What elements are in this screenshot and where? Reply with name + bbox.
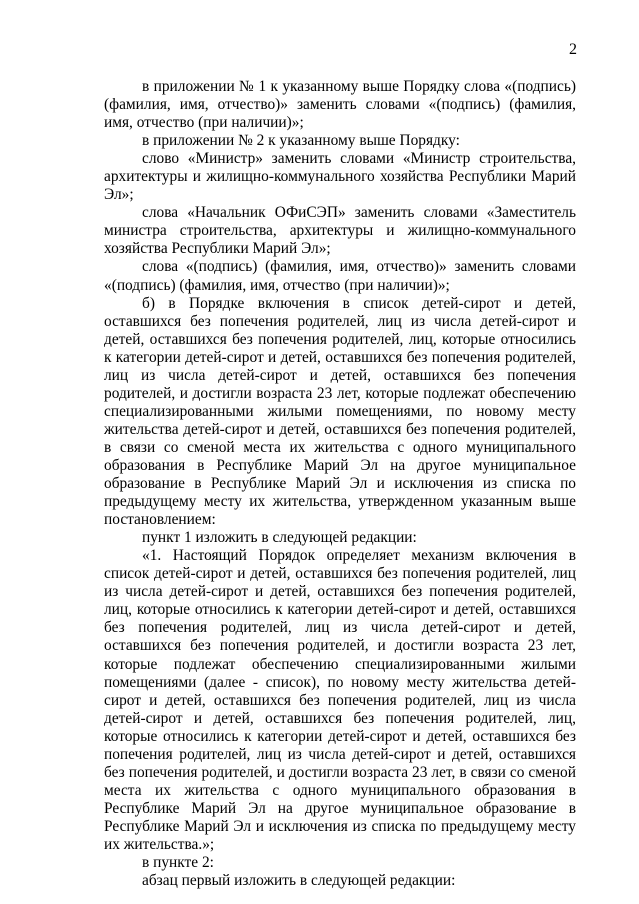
- paragraph-minister-word: слово «Министр» заменить словами «Министр строительства, архитектуры и жилищно-коммунального хозяйства Республики Марий Эл»;: [104, 150, 576, 204]
- paragraph-first-abzac: абзац первый изложить в следующей редакции:: [142, 872, 456, 890]
- paragraph-signature-words: слова «(подпись) (фамилия, имя, отчество)» заменить словами «(подпись) (фамилия, имя, отчество (при наличии)»;: [104, 258, 576, 294]
- paragraph-point-1-intro: пункт 1 изложить в следующей редакции:: [142, 529, 417, 547]
- page-number: 2: [569, 41, 577, 58]
- paragraph-point-2-intro: в пункте 2:: [142, 854, 214, 872]
- paragraph-item-b: б) в Порядке включения в список детей-сирот и детей, оставшихся без попечения родителей, лиц из числа детей-сирот и детей, оставшихся без попечения родителей, лиц, которые относились к категории детей-сирот и детей, оставшихся без попечения родителей, лиц из числа детей-сирот и детей, оставшихся без попечения родителей, и достигли возраста 23 лет, которые подлежат обеспечению специализированными жилыми помещениями, по новому месту жительства детей-сирот и детей, оставшихся без попечения родителей, в связи со сменой места их жительства с одного муниципального образования в Республике Марий Эл на другое муниципальное образование в Республике Марий Эл и исключения из списка по предыдущему месту их жительства, утвержденном указанным выше постановлением:: [104, 294, 576, 529]
- document-body: [104, 78, 576, 890]
- paragraph-point-1-text: «1. Настоящий Порядок определяет механизм включения в список детей-сирот и детей, оставшихся без попечения родителей, лиц из числа детей-сирот и детей, оставшихся без попечения родителей, лиц, которые относились к категории детей-сирот и детей, оставшихся без попечения родителей, лиц из числа детей-сирот и детей, оставшихся без попечения родителей, и достигли возраста 23 лет, которые подлежат обеспечению специализированными жилыми помещениями (далее - список), по новому месту жительства детей-сирот и детей, оставшихся без попечения родителей, лиц из числа детей-сирот и детей, оставшихся без попечения родителей, лиц, которые относились к категории детей-сирот и детей, оставшихся без попечения родителей, лиц из числа детей-сирот и детей, оставшихся без попечения родителей, и достигли возраста 23 лет, в связи со сменой места их жительства с одного муниципального образования в Республике Марий Эл на другое муниципальное образование в Республике Марий Эл и исключения из списка по предыдущему месту их жительства.»;: [104, 547, 576, 853]
- paragraph-appendix-2: в приложении № 2 к указанному выше Порядку:: [142, 132, 460, 150]
- paragraph-appendix-1: в приложении № 1 к указанному выше Порядку слова «(подпись) (фамилия, имя, отчество)» заменить словами «(подпись) (фамилия, имя, отчество (при наличии)»;: [104, 78, 576, 132]
- paragraph-head-words: слова «Начальник ОФиСЭП» заменить словами «Заместитель министра строительства, архитектуры и жилищно-коммунального хозяйства Республики Марий Эл»;: [104, 204, 576, 258]
